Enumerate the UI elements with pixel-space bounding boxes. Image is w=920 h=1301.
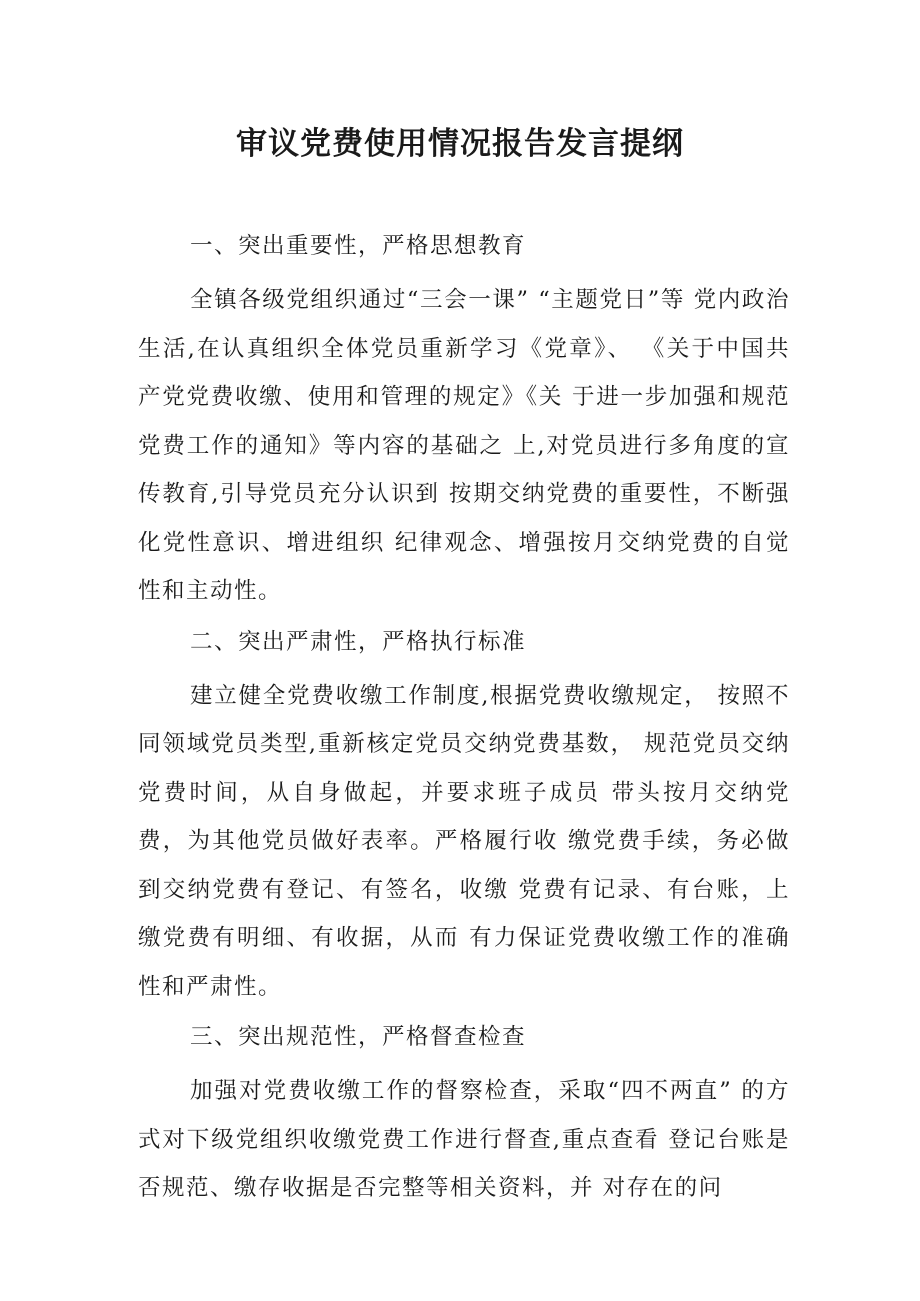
section-2-heading: 二、突出严肃性，严格执行标准: [190, 628, 527, 655]
section-1-heading: 一、突出重要性，严格思想教育: [190, 233, 527, 259]
section-2-paragraph: 建立健全党费收缴工作制度,根据党费收缴规定， 按照不同领域党员类型,重新核定党员交纳党费基数， 规范党员交纳党费时间，从自身做起，并要求班子成员 带头按月交纳党费，为其他党员做好表率。严格履行收 缴党费手续，务必做到交纳党费有登记、有签名，收缴 党费有记录、有台账，上缴党费有明细、有收据，从而 有力保证党费收缴工作的准确性和严肃性。: [138, 682, 790, 1000]
section-1-paragraph: 全镇各级党组织通过“三会一课” “主题党日”等 党内政治生活,在认真组织全体党员重新学习《党章》、 《关于中国共产党党费收缴、使用和管理的规定》《关 于进一步加强和规范党费工作的通知》等内容的基础之 上,对党员进行多角度的宣传教育,引导党员充分认识到 按期交纳党费的重要性，不断强化党性意识、增进组织 纪律观念、增强按月交纳党费的自觉性和主动性。: [138, 287, 790, 604]
document-title: 审议党费使用情况报告发言提纲: [236, 126, 684, 162]
document-body: [138, 222, 790, 1213]
section-3-heading: 三、突出规范性，严格督查检查: [190, 1024, 527, 1050]
section-3-paragraph: 加强对党费收缴工作的督察检查，采取“四不两直” 的方式对下级党组织收缴党费工作进行督查,重点查看 登记台账是否规范、缴存收据是否完整等相关资料，并 对存在的问: [138, 1078, 790, 1201]
